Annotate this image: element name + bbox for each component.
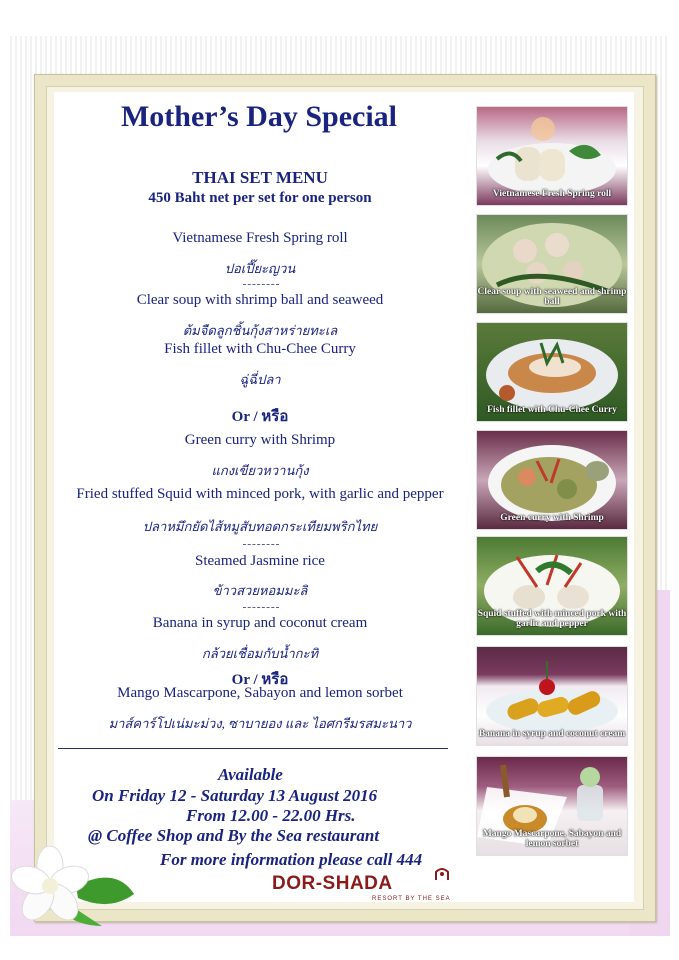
available-time: From 12.00 - 22.00 Hrs.: [186, 806, 356, 825]
photo-clear-soup: [476, 214, 628, 314]
menu-item-mango-mascarpone-thai: มาส์คาร์โปเน่มะม่วง, ซาบายอง และ ไอศกรีมรสมะนาว: [108, 716, 412, 731]
menu-item-banana-syrup: Banana in syrup and coconut cream: [152, 615, 368, 631]
menu-item-fish-fillet: Fish fillet with Chu-Chee Curry: [164, 341, 356, 357]
venue-line: @ Coffee Shop and By the Sea restaurant: [88, 826, 380, 845]
flower-decoration: [6, 846, 138, 930]
menu-item-stuffed-squid-thai: ปลาหมึกยัดไส้หมูสับทอดกระเทียมพริกไทย: [142, 519, 378, 534]
contact-line: For more information please call 444: [160, 850, 423, 869]
brand-tagline: RESORT BY THE SEA: [372, 896, 451, 902]
photo-stuffed-squid: [476, 536, 628, 636]
photo-caption: Clear soup with seaweed and shrimp ball: [477, 287, 627, 307]
menu-item-green-curry-thai: แกงเขียวหวานกุ้ง: [211, 463, 309, 478]
page-title: Mother’s Day Special: [120, 100, 398, 133]
divider: [58, 748, 448, 749]
menu-item-clear-soup: Clear soup with shrimp ball and seaweed: [136, 292, 384, 308]
menu-item-mango-mascarpone: Mango Mascarpone, Sabayon and lemon sorbet: [117, 685, 403, 701]
menu-item-spring-roll-thai: ปอเปี๊ยะญวน: [224, 261, 296, 276]
photo-caption: Fish fillet with Chu-Chee Curry: [487, 405, 617, 415]
menu-item-stuffed-squid: Fried stuffed Squid with minced pork, with garlic and pepper: [76, 486, 444, 502]
photo-caption: Green curry with Shrimp: [500, 513, 604, 523]
available-label: Available: [218, 765, 283, 784]
price-line: 450 Baht net per set for one person: [148, 190, 372, 206]
photo-caption: Mango Mascarpone, Sabayon and lemon sorbet: [482, 829, 622, 849]
photo-green-curry: [476, 430, 628, 530]
logo-mark-icon: [434, 866, 450, 882]
separator: [243, 607, 279, 608]
menu-item-clear-soup-thai: ต้มจืดลูกชิ้นกุ้งสาหร่ายทะเล: [182, 323, 338, 338]
separator: [243, 284, 279, 285]
menu-item-green-curry: Green curry with Shrimp: [184, 432, 336, 448]
photo-fish-fillet: [476, 322, 628, 422]
menu-item-jasmine-rice: Steamed Jasmine rice: [195, 553, 325, 569]
menu-item-fish-fillet-thai: ฉู่ฉี่ปลา: [239, 372, 281, 387]
available-dates: On Friday 12 - Saturday 13 August 2016: [92, 786, 378, 805]
photo-spring-roll: [476, 106, 628, 206]
menu-item-banana-syrup-thai: กล้วยเชื่อมกับน้ำกะทิ: [201, 646, 319, 661]
menu-item-jasmine-rice-thai: ข้าวสวยหอมมะลิ: [212, 583, 308, 598]
photo-banana-syrup: [476, 646, 628, 746]
menu-item-spring-roll: Vietnamese Fresh Spring roll: [172, 230, 348, 246]
menu-heading: THAI SET MENU: [192, 168, 328, 187]
brand-logo: DOR-SHADA: [272, 873, 393, 894]
separator: [243, 544, 279, 545]
photo-caption: Vietnamese Fresh Spring roll: [492, 189, 612, 199]
photo-mango-mascarpone: [476, 756, 628, 856]
or-label: Or / หรือ: [231, 409, 289, 425]
photo-caption: Banana in syrup and coconut cream: [478, 729, 626, 739]
or-label: Or / หรือ: [231, 672, 289, 688]
photo-caption: Squid stuffed with minced pork with garlic and pepper: [477, 609, 627, 629]
